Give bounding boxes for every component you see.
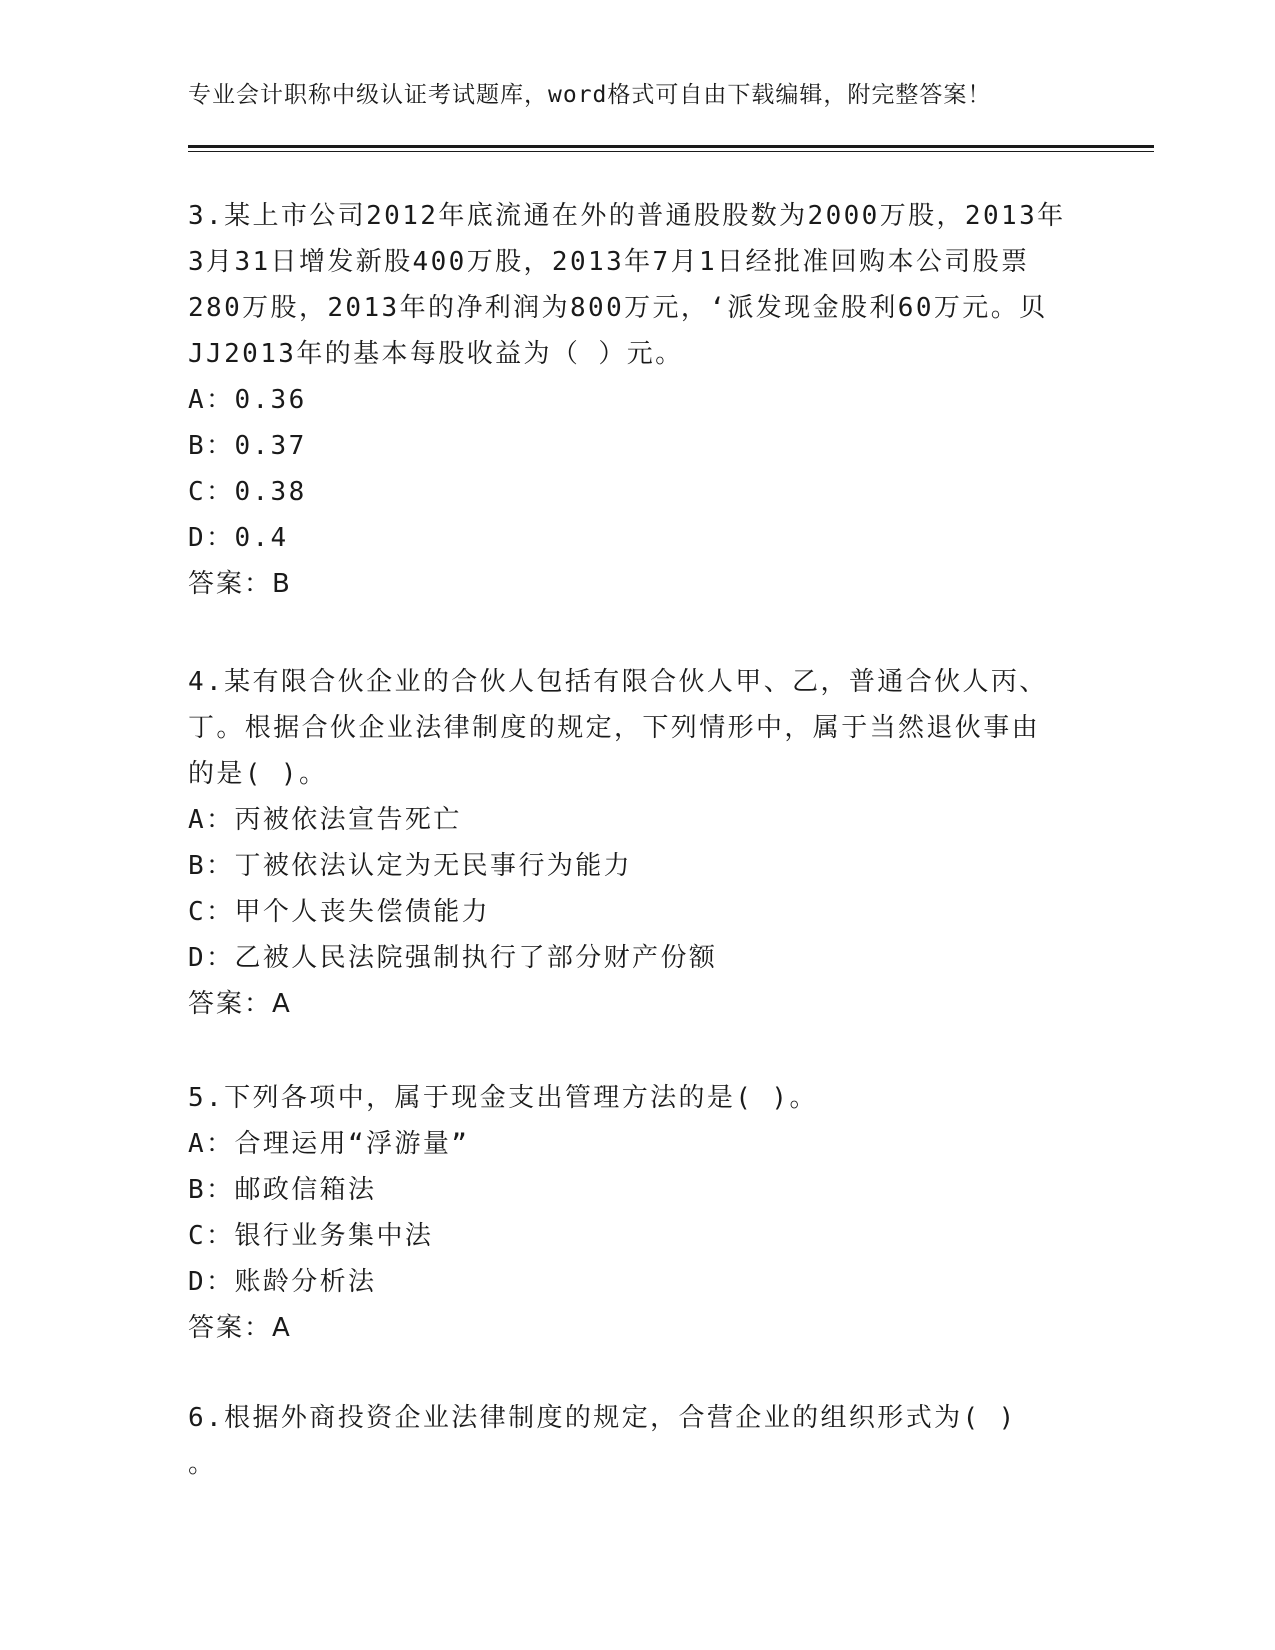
option-a: A：0.36	[188, 385, 307, 415]
question-stem-line: 。	[188, 1449, 217, 1479]
question-stem-line: 3月31日增发新股400万股，2013年7月1日经批准回购本公司股票	[188, 247, 1030, 277]
answer-label: 答案：A	[188, 1313, 292, 1343]
question-3	[188, 193, 1088, 607]
question-stem-line: 3.某上市公司2012年底流通在外的普通股股数为2000万股，2013年	[188, 201, 1066, 231]
option-a: A：丙被依法宣告死亡	[188, 805, 462, 835]
option-a: A：合理运用“浮游量”	[188, 1129, 470, 1159]
question-stem-line: JJ2013年的基本每股收益为（ ）元。	[188, 339, 684, 369]
option-d: D：账龄分析法	[188, 1267, 377, 1297]
option-b: B：丁被依法认定为无民事行为能力	[188, 851, 633, 881]
header-rule-thick	[188, 145, 1154, 148]
option-c: C：0.38	[188, 477, 307, 507]
answer-label: 答案：B	[188, 569, 292, 599]
option-b: B：0.37	[188, 431, 307, 461]
option-d: D：乙被人民法院强制执行了部分财产份额	[188, 943, 718, 973]
answer-label: 答案：A	[188, 989, 292, 1019]
question-5	[188, 1075, 1088, 1351]
header-rule-thin	[188, 151, 1154, 152]
header-note: 专业会计职称中级认证考试题库，word格式可自由下载编辑，附完整答案！	[188, 82, 992, 108]
option-c: C：银行业务集中法	[188, 1221, 434, 1251]
question-6	[188, 1395, 1088, 1487]
question-stem-line: 5.下列各项中，属于现金支出管理方法的是( )。	[188, 1083, 818, 1113]
question-stem-line: 6.根据外商投资企业法律制度的规定，合营企业的组织形式为( )	[188, 1403, 1017, 1433]
question-4	[188, 659, 1088, 1027]
question-stem-line: 280万股，2013年的净利润为800万元，‘派发现金股利60万元。贝	[188, 293, 1048, 323]
question-stem-line: 的是( )。	[188, 759, 328, 789]
question-stem-line: 丁。根据合伙企业法律制度的规定，下列情形中，属于当然退伙事由	[188, 713, 1041, 743]
option-b: B：邮政信箱法	[188, 1175, 377, 1205]
option-d: D：0.4	[188, 523, 289, 553]
option-c: C：甲个人丧失偿债能力	[188, 897, 491, 927]
question-stem-line: 4.某有限合伙企业的合伙人包括有限合伙人甲、乙，普通合伙人丙、	[188, 667, 1048, 697]
